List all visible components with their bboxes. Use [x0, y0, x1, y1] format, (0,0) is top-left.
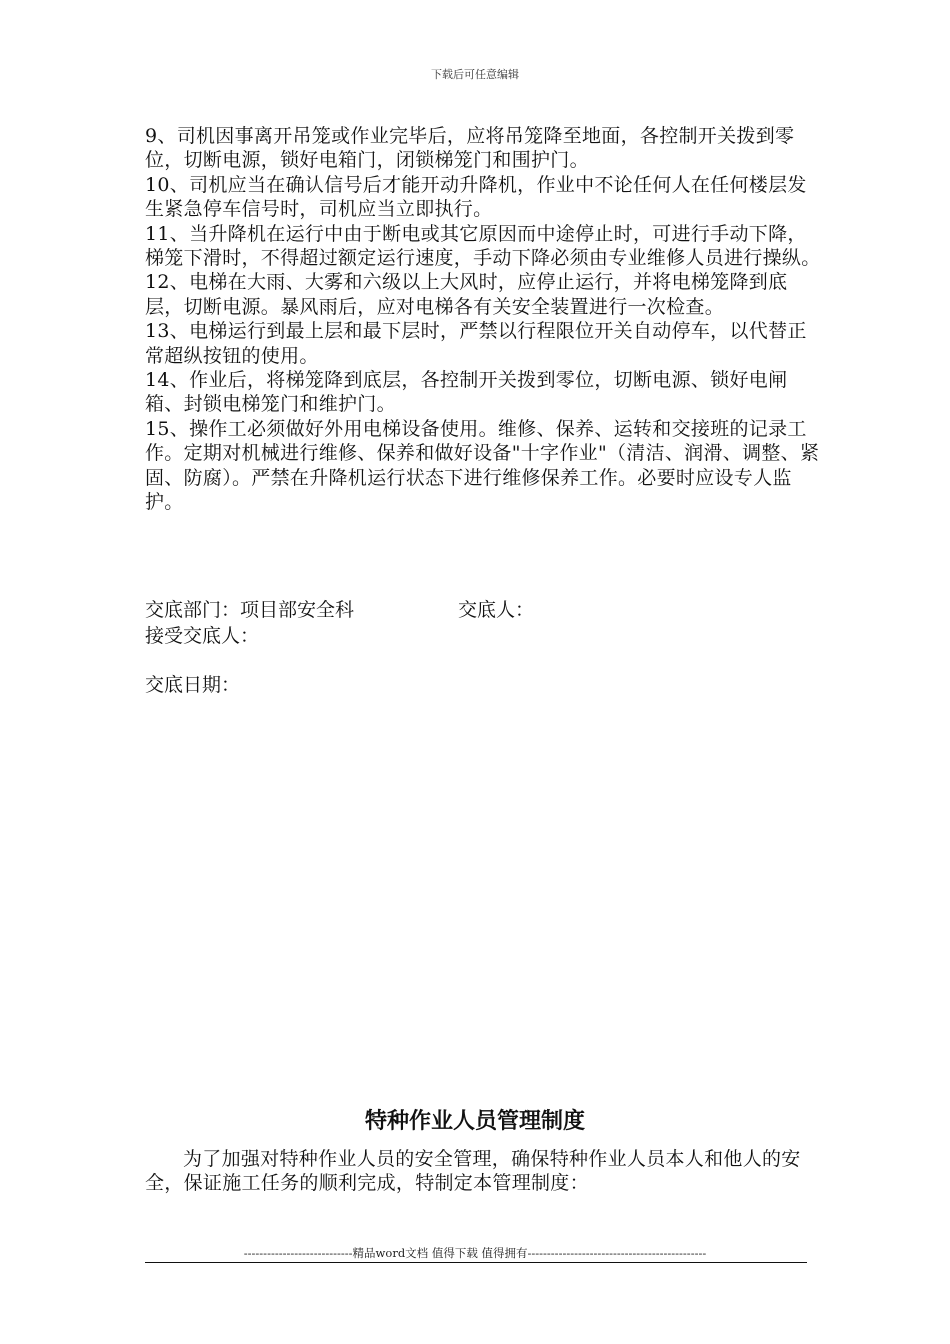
- page-footer-note: ----------------------------精品word文档 值得下载 值得拥有----------------------------------------------: [243, 1246, 707, 1260]
- receiver-label: 接受交底人：: [145, 625, 260, 647]
- rule-item: 11、当升降机在运行中由于断电或其它原因而中途停止时，可进行手动下降，梯笼下滑时，不得超过额定运行速度，手动下降必须由专业维修人员进行操纵。: [145, 222, 821, 270]
- intro-paragraph: [145, 1147, 825, 1196]
- page-header-note: 下载后可任意编辑: [431, 68, 519, 81]
- rule-item: 10、司机应当在确认信号后才能开动升降机，作业中不论任何人在任何楼层发生紧急停车信号时，司机应当立即执行。: [145, 173, 807, 221]
- rule-item: 13、电梯运行到最上层和最下层时，严禁以行程限位开关自动停车，以代替正常超纵按钮的使用。: [145, 320, 807, 367]
- sign-row-department: [145, 598, 534, 623]
- footer-divider: [145, 1262, 807, 1263]
- department-label: 交底部门：项目部安全科: [145, 599, 355, 621]
- intro-text: 为了加强对特种作业人员的安全管理，确保特种作业人员本人和他人的安全，保证施工任务的顺利完成，特制定本管理制度：: [145, 1148, 801, 1195]
- section-title: 特种作业人员管理制度: [364, 1109, 585, 1134]
- rule-item: 12、电梯在大雨、大雾和六级以上大风时，应停止运行，并将电梯笼降到底层，切断电源。暴风雨后，应对电梯各有关安全装置进行一次检查。: [145, 271, 788, 318]
- presenter-label: 交底人：: [458, 599, 535, 621]
- date-label: 交底日期：: [145, 674, 241, 696]
- rules-list: [145, 124, 825, 515]
- rule-item: 15、操作工必须做好外用电梯设备使用。维修、保养、运转和交接班的记录工作。定期对机械进行维修、保养和做好设备"十字作业"（清洁、润滑、调整、紧固、防腐）。严禁在升降机运行状态下进行维修保养工作。必要时应设专人监护。: [145, 417, 820, 514]
- rule-item: 9、司机因事离开吊笼或作业完毕后，应将吊笼降至地面，各控制开关拨到零位，切断电源，锁好电箱门，闭锁梯笼门和围护门。: [145, 125, 795, 172]
- rule-item: 14、作业后，将梯笼降到底层，各控制开关拨到零位，切断电源、锁好电闸箱、封锁电梯笼门和维护门。: [145, 369, 788, 416]
